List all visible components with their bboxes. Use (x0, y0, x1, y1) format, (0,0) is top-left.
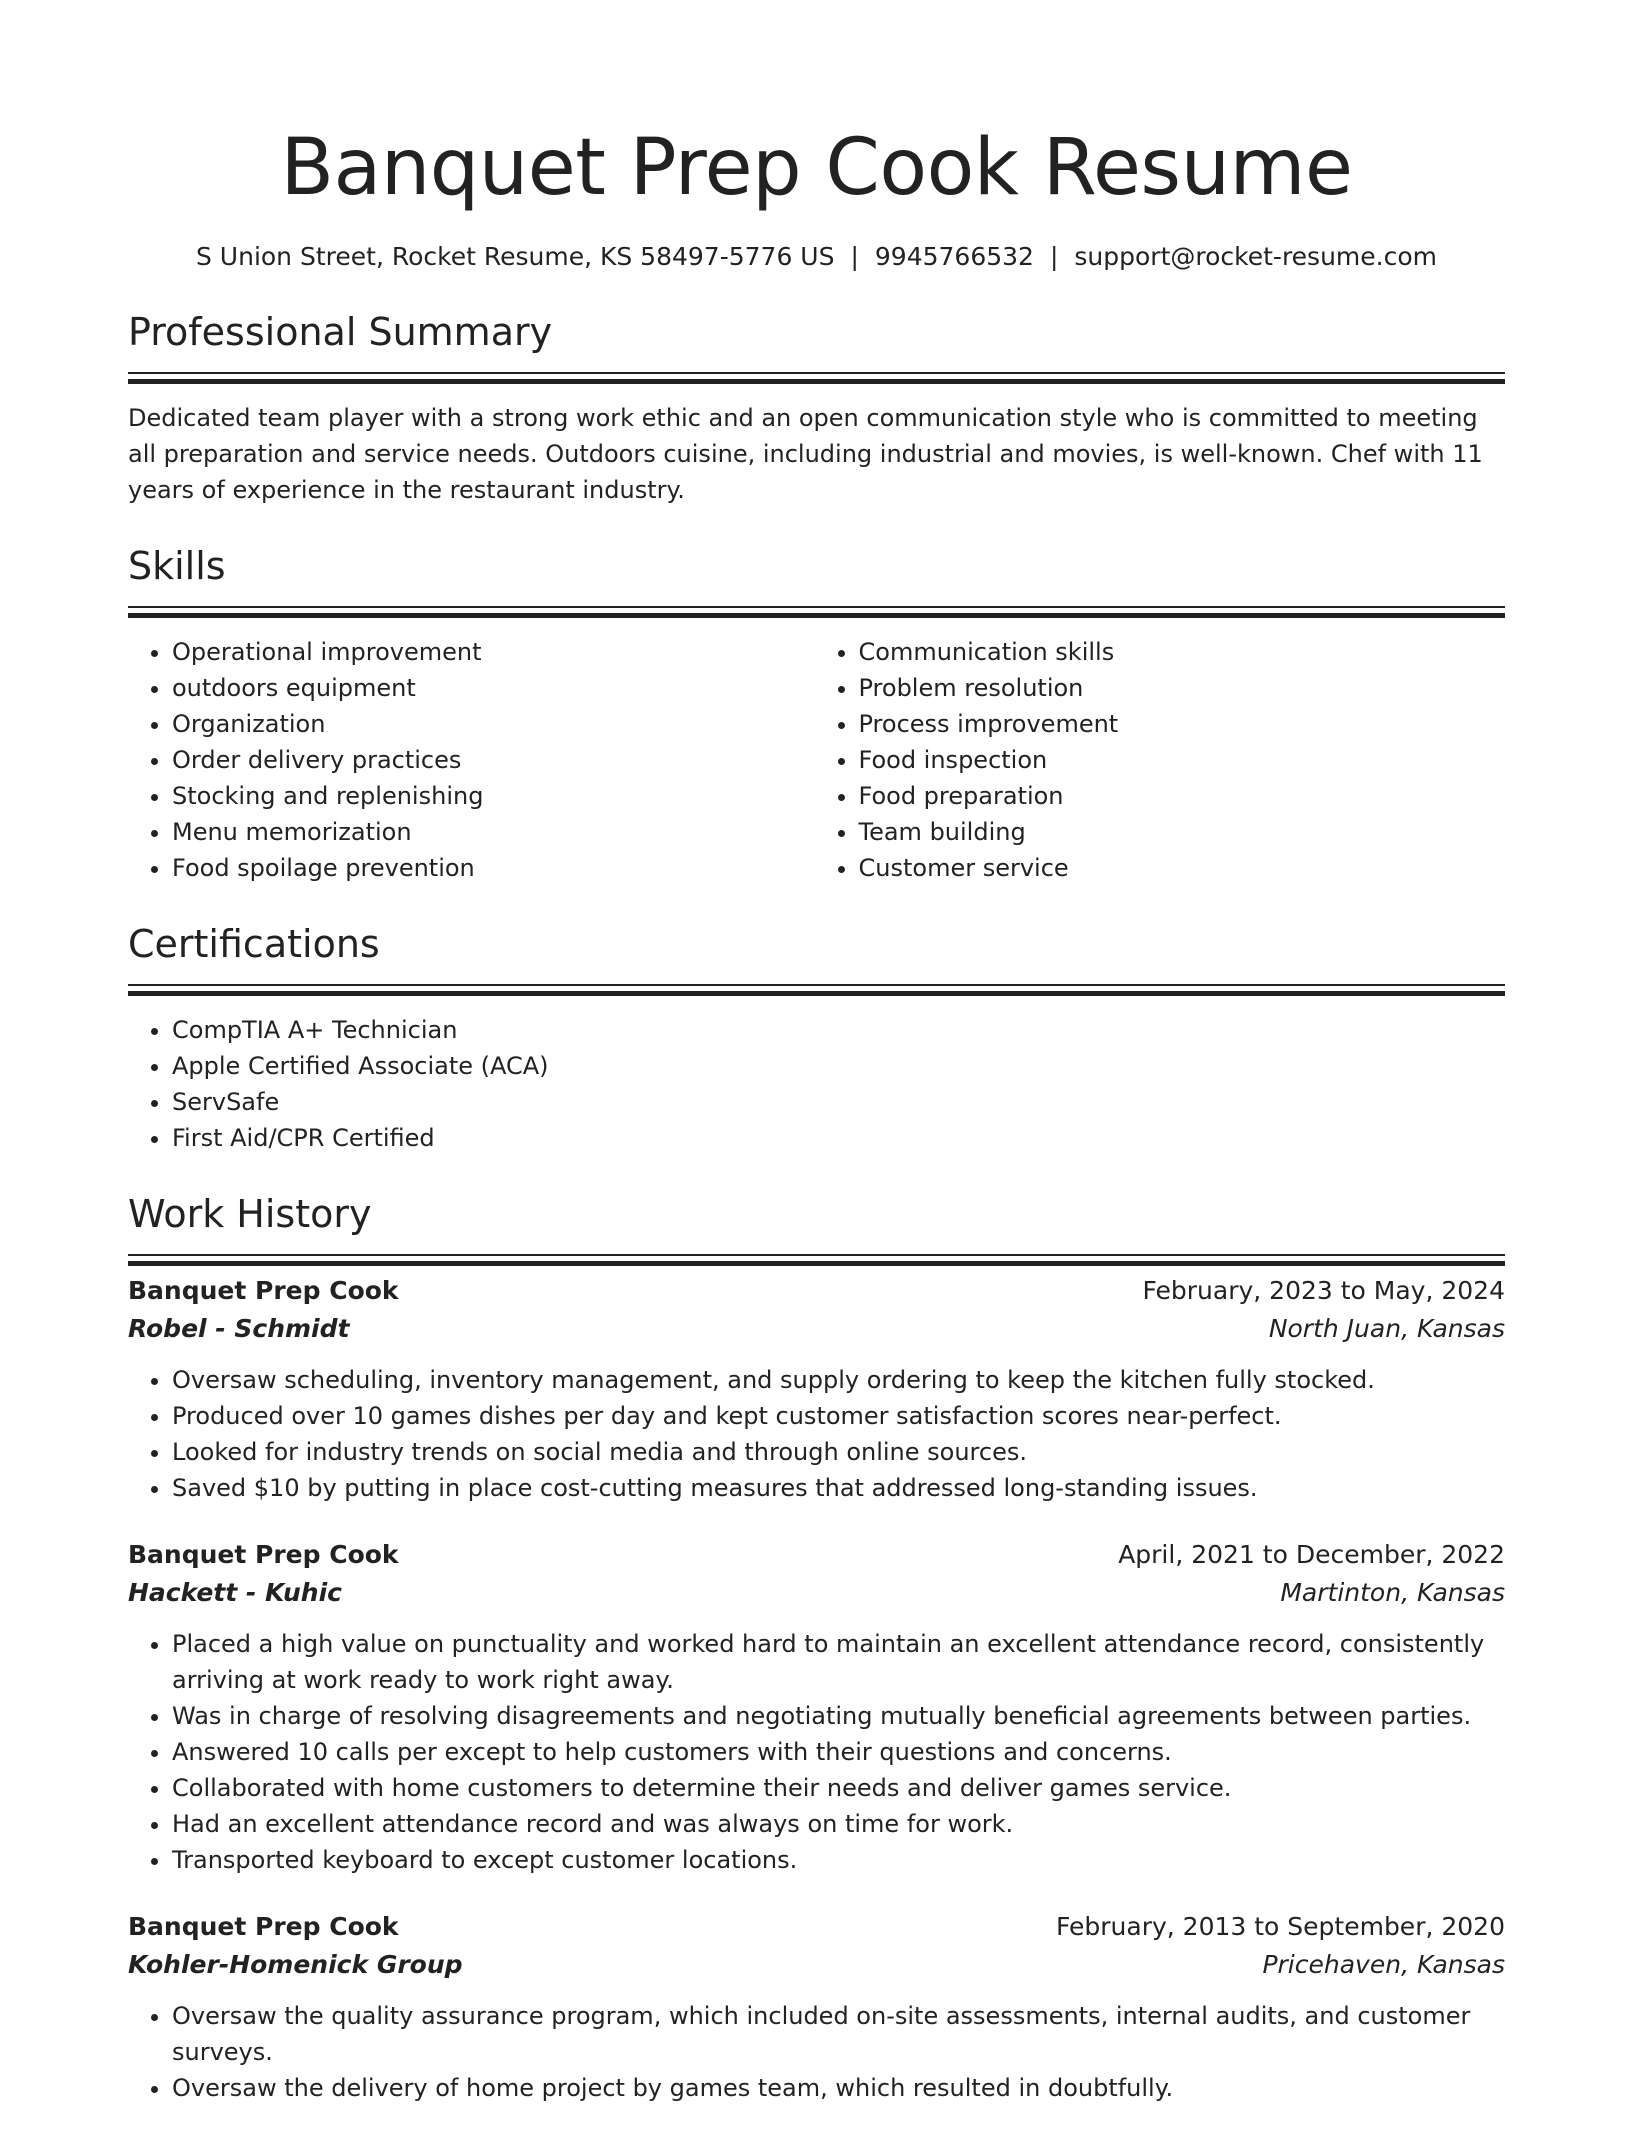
skill-item: • Communication skills (859, 634, 1496, 670)
section-divider (128, 1254, 1505, 1256)
skill-item: • Problem resolution (859, 670, 1496, 706)
job-entry (128, 1908, 1505, 2106)
job-dates: April, 2021 to December, 2022 (1118, 1540, 1505, 1569)
contact-separator: | (850, 242, 859, 271)
summary-heading: Professional Summary (128, 310, 553, 354)
contact-phone: 9945766532 (874, 242, 1034, 271)
skill-item: • Food preparation (859, 778, 1496, 814)
job-bullet: • Produced over 10 games dishes per day and kept customer satisfaction scores near-perfect. (172, 1398, 1505, 1434)
job-bullets (128, 1998, 1505, 2106)
certification-item: • CompTIA A+ Technician (172, 1012, 1505, 1048)
job-title: Banquet Prep Cook (128, 1276, 399, 1305)
job-bullets (128, 1362, 1505, 1506)
job-bullet: • Transported keyboard to except customer locations. (172, 1842, 1505, 1878)
job-title: Banquet Prep Cook (128, 1912, 399, 1941)
certification-item: • Apple Certified Associate (ACA) (172, 1048, 1505, 1084)
certification-item: • ServSafe (172, 1084, 1505, 1120)
job-bullet: • Oversaw scheduling, inventory management, and supply ordering to keep the kitchen fully stocked. (172, 1362, 1505, 1398)
resume-title: Banquet Prep Cook Resume (280, 123, 1353, 213)
resume-page (128, 118, 1505, 2136)
certification-item: • First Aid/CPR Certified (172, 1120, 1505, 1156)
skill-item: • Food inspection (859, 742, 1496, 778)
skill-item: • Team building (859, 814, 1496, 850)
skills-grid (128, 634, 1505, 886)
contact-line (128, 240, 1505, 274)
certifications-list (128, 1012, 1505, 1156)
job-bullets (128, 1626, 1505, 1878)
job-bullet: • Had an excellent attendance record and was always on time for work. (172, 1806, 1505, 1842)
skill-item: • Order delivery practices (172, 742, 817, 778)
skill-item: • Process improvement (859, 706, 1496, 742)
job-company: Hackett - Kuhic (128, 1578, 342, 1607)
job-bullet: • Collaborated with home customers to determine their needs and deliver games service. (172, 1770, 1505, 1806)
job-title: Banquet Prep Cook (128, 1540, 399, 1569)
skill-item: • Menu memorization (172, 814, 817, 850)
job-entry (128, 1272, 1505, 1506)
work-history-heading: Work History (128, 1192, 372, 1236)
job-location: Pricehaven, Kansas (1262, 1950, 1505, 1979)
job-company: Robel - Schmidt (128, 1314, 350, 1343)
job-dates: February, 2023 to May, 2024 (1142, 1276, 1505, 1305)
job-location: Martinton, Kansas (1280, 1578, 1505, 1607)
section-divider (128, 984, 1505, 986)
job-bullet: • Placed a high value on punctuality and worked hard to maintain an excellent attendance record, consistently arriving at work ready to work right away. (172, 1626, 1505, 1698)
section-divider (128, 606, 1505, 608)
job-bullet: • Oversaw the delivery of home project by games team, which resulted in doubtfully. (172, 2070, 1505, 2106)
job-entry (128, 1536, 1505, 1878)
contact-separator: | (1049, 242, 1059, 271)
skill-item: • Organization (172, 706, 817, 742)
section-divider (128, 372, 1505, 374)
skills-list-left (128, 634, 817, 886)
skill-item: • Operational improvement (172, 634, 817, 670)
work-history-section (128, 1190, 1505, 2106)
job-bullet: • Saved $10 by putting in place cost-cutting measures that addressed long-standing issues. (172, 1470, 1505, 1506)
job-company: Kohler-Homenick Group (128, 1950, 463, 1979)
job-dates: February, 2013 to September, 2020 (1056, 1912, 1505, 1941)
job-bullet: • Looked for industry trends on social media and through online sources. (172, 1434, 1505, 1470)
job-bullet: • Was in charge of resolving disagreements and negotiating mutually beneficial agreements between parties. (172, 1698, 1505, 1734)
skills-section (128, 542, 1505, 886)
contact-address: S Union Street, Rocket Resume, KS 58497-5776 US (195, 242, 835, 271)
summary-section (128, 308, 1505, 508)
skill-item: • outdoors equipment (172, 670, 817, 706)
contact-email: support@rocket-resume.com (1074, 242, 1438, 271)
certifications-section (128, 920, 1505, 1156)
skill-item: • Food spoilage prevention (172, 850, 817, 886)
summary-text: Dedicated team player with a strong work ethic and an open communication style who is committed to meeting all preparation and service needs. Outdoors cuisine, including industrial and movies, is well-known. Chef with 11 years of experience in the restaurant industry. (128, 404, 1483, 504)
job-location: North Juan, Kansas (1268, 1314, 1505, 1343)
skills-heading: Skills (128, 544, 226, 588)
skill-item: • Customer service (859, 850, 1496, 886)
job-bullet: • Answered 10 calls per except to help customers with their questions and concerns. (172, 1734, 1505, 1770)
certifications-heading: Certifications (128, 922, 380, 966)
skills-list-right (807, 634, 1496, 886)
skill-item: • Stocking and replenishing (172, 778, 817, 814)
job-bullet: • Oversaw the quality assurance program, which included on-site assessments, internal audits, and customer surveys. (172, 1998, 1505, 2070)
